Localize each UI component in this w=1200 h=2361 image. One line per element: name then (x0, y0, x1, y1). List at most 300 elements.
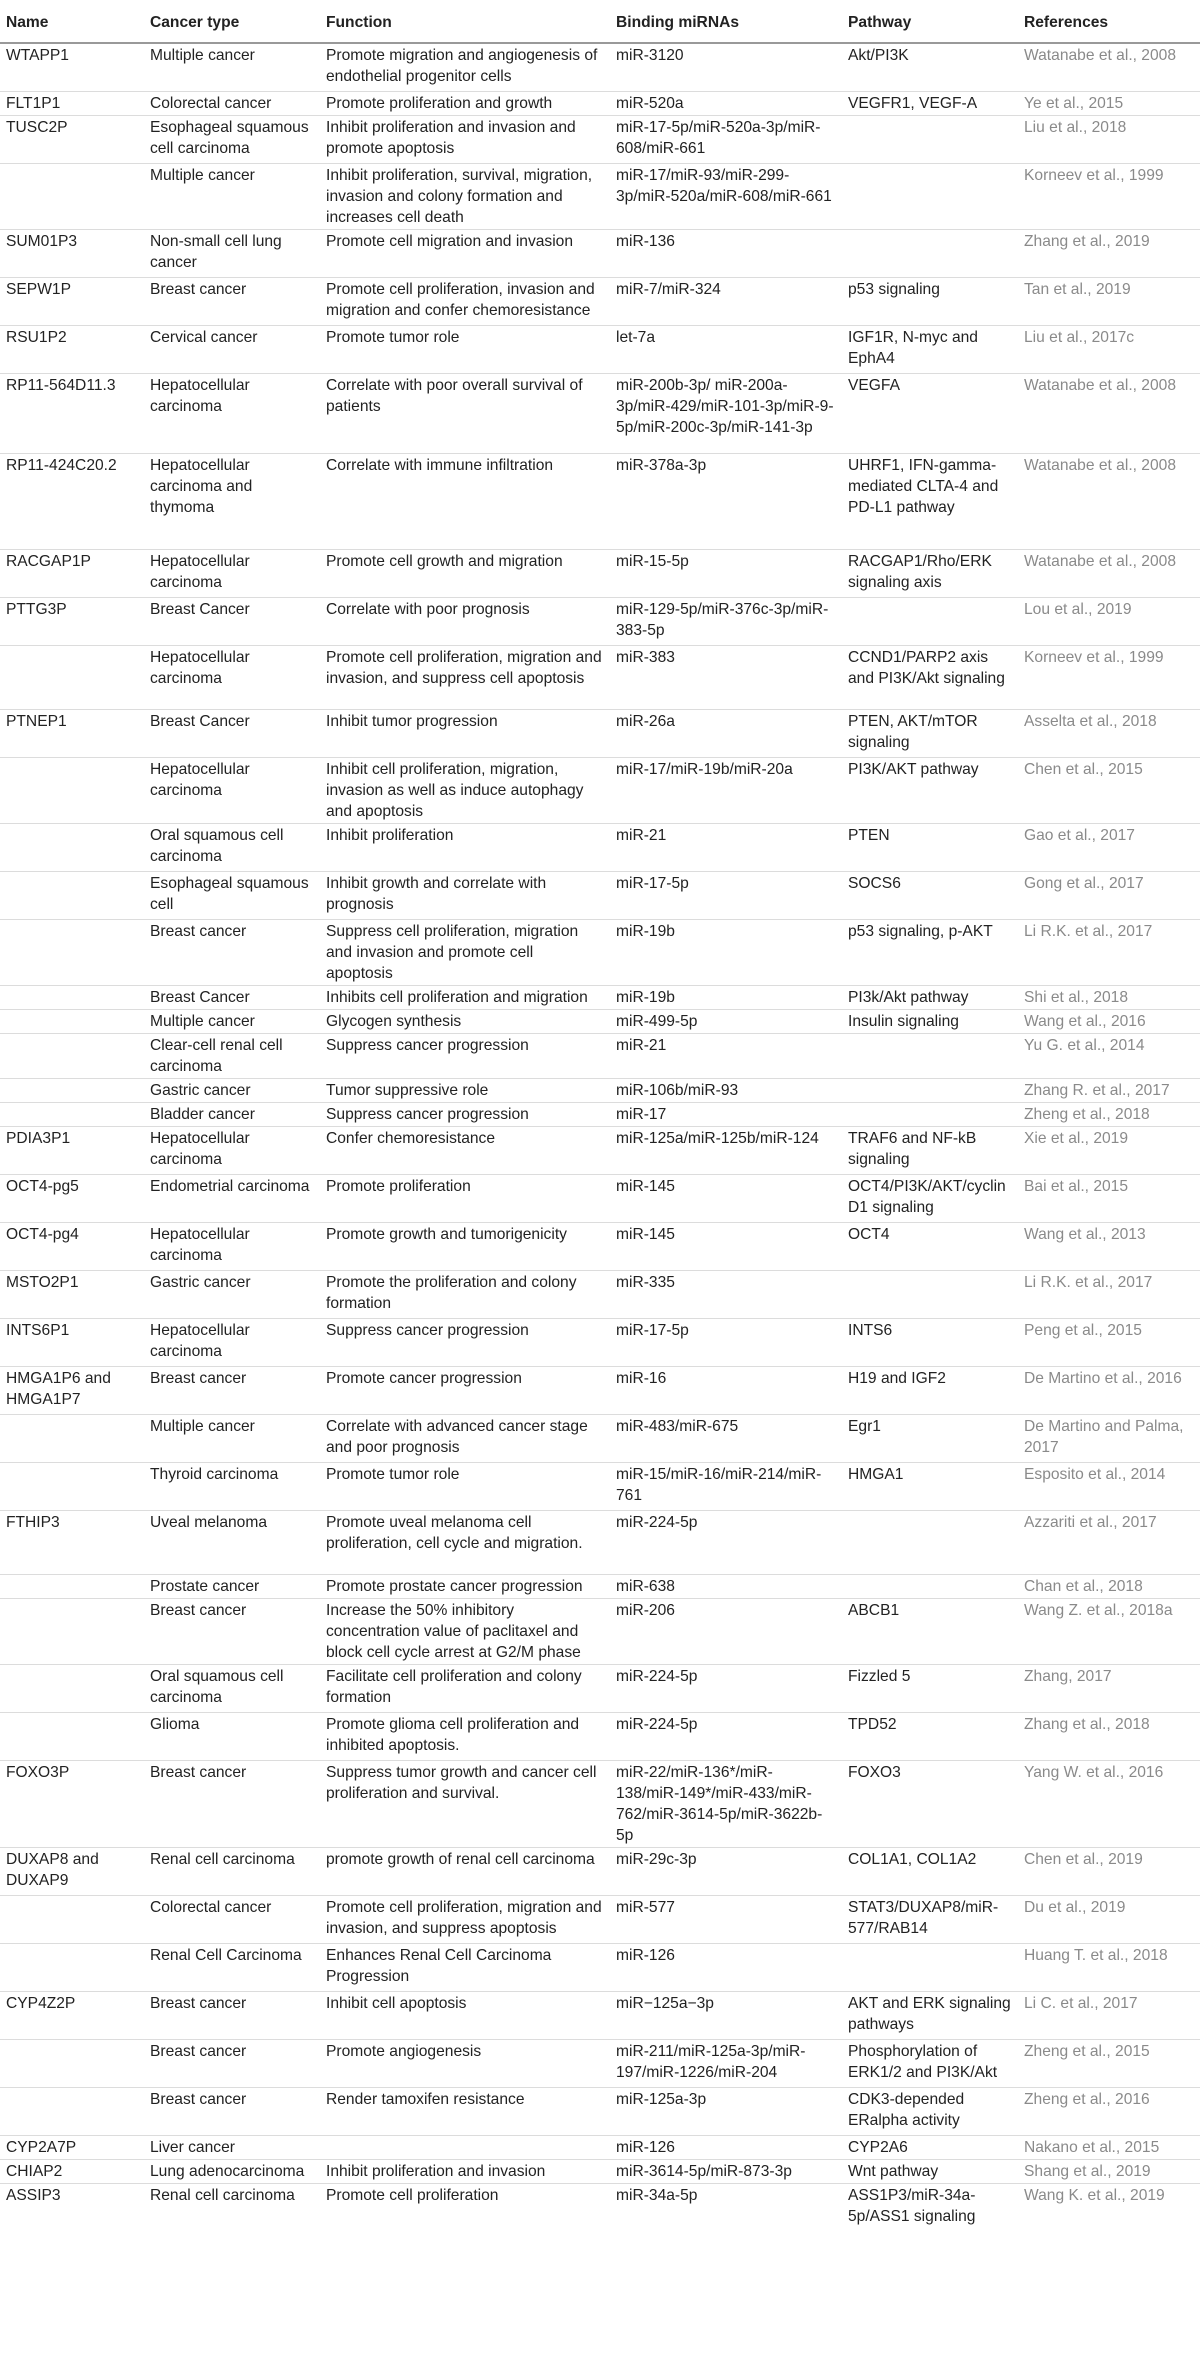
cell-name: DUXAP8 and DUXAP9 (0, 1848, 144, 1896)
table-row (0, 164, 1200, 230)
cell-binding-mirnas: miR-17 (610, 1103, 842, 1127)
cell-binding-mirnas: miR-577 (610, 1896, 842, 1944)
cell-function: Inhibit proliferation (320, 824, 610, 872)
cell-cancer-type: Breast cancer (144, 2088, 320, 2136)
cell-reference: Zhang, 2017 (1018, 1665, 1200, 1713)
cell-binding-mirnas: miR-638 (610, 1575, 842, 1599)
cell-reference: Peng et al., 2015 (1018, 1319, 1200, 1367)
cell-pathway (842, 230, 1018, 278)
cell-reference: Wang et al., 2016 (1018, 1010, 1200, 1034)
cell-function (320, 2136, 610, 2160)
cell-pathway: ABCB1 (842, 1599, 1018, 1665)
cell-reference: Wang Z. et al., 2018a (1018, 1599, 1200, 1665)
cell-cancer-type: Glioma (144, 1713, 320, 1761)
cell-reference: Yang W. et al., 2016 (1018, 1761, 1200, 1848)
cell-function: Suppress cancer progression (320, 1034, 610, 1079)
cell-function: Inhibit proliferation, survival, migration, invasion and colony formation and increases cell death (320, 164, 610, 230)
cell-binding-mirnas: miR-224-5p (610, 1665, 842, 1713)
cell-name: CYP2A7P (0, 2136, 144, 2160)
cell-pathway: ASS1P3/miR-34a-5p/ASS1 signaling (842, 2184, 1018, 2232)
cell-cancer-type: Esophageal squamous cell (144, 872, 320, 920)
cell-binding-mirnas: miR-19b (610, 920, 842, 986)
table-row (0, 1367, 1200, 1415)
cell-function: Correlate with poor overall survival of patients (320, 374, 610, 454)
cell-name (0, 646, 144, 710)
table-row (0, 1415, 1200, 1463)
cell-cancer-type: Hepatocellular carcinoma and thymoma (144, 454, 320, 550)
table-row (0, 1079, 1200, 1103)
cell-binding-mirnas: miR-211/miR-125a-3p/miR-197/miR-1226/miR-204 (610, 2040, 842, 2088)
cell-reference: Chan et al., 2018 (1018, 1575, 1200, 1599)
cell-pathway: TPD52 (842, 1713, 1018, 1761)
cell-binding-mirnas: miR-17-5p (610, 872, 842, 920)
cell-pathway (842, 1575, 1018, 1599)
cell-binding-mirnas: miR-136 (610, 230, 842, 278)
cell-binding-mirnas: miR-499-5p (610, 1010, 842, 1034)
cell-reference: Watanabe et al., 2008 (1024, 47, 1177, 64)
cell-cancer-type: Breast Cancer (144, 710, 320, 758)
cell-function: Promote tumor role (320, 1463, 610, 1511)
cell-name (0, 164, 144, 230)
table-row (0, 326, 1200, 374)
cell-pathway (842, 164, 1018, 230)
cell-function: Render tamoxifen resistance (320, 2088, 610, 2136)
cell-reference: Zheng et al., 2018 (1018, 1103, 1200, 1127)
cell-binding-mirnas: miR-200b-3p/ miR-200a-3p/miR-429/miR-101-3p/miR-9-5p/miR-200c-3p/miR-141-3p (610, 374, 842, 454)
cell-binding-mirnas: miR-22/miR-136*/miR-138/miR-149*/miR-433/miR-762/miR-3614-5p/miR-3622b-5p (610, 1761, 842, 1848)
cell-pathway: VEGFR1, VEGF-A (842, 92, 1018, 116)
cell-reference: De Martino et al., 2016 (1018, 1367, 1200, 1415)
cell-function: Confer chemoresistance (320, 1127, 610, 1175)
cell-pathway: PTEN (842, 824, 1018, 872)
table-row (0, 1271, 1200, 1319)
cell-reference: Yu G. et al., 2014 (1018, 1034, 1200, 1079)
cell-binding-mirnas: miR-7/miR-324 (610, 278, 842, 326)
header-references: References (1018, 4, 1200, 43)
cell-pathway: AKT and ERK signaling pathways (842, 1992, 1018, 2040)
cell-binding-mirnas: miR-106b/miR-93 (610, 1079, 842, 1103)
cell-binding-mirnas: miR-26a (610, 710, 842, 758)
cell-function: Correlate with advanced cancer stage and poor prognosis (320, 1415, 610, 1463)
table-row (0, 116, 1200, 164)
cell-name (0, 1415, 144, 1463)
cell-name: HMGA1P6 and HMGA1P7 (0, 1367, 144, 1415)
cell-function: Suppress cell proliferation, migration and invasion and promote cell apoptosis (320, 920, 610, 986)
cell-reference: Zheng et al., 2015 (1018, 2040, 1200, 2088)
cell-pathway: p53 signaling (842, 278, 1018, 326)
cell-pathway: SOCS6 (842, 872, 1018, 920)
header-binding-mirnas: Binding miRNAs (610, 4, 842, 43)
cell-cancer-type: Endometrial carcinoma (144, 1175, 320, 1223)
cell-pathway (842, 1079, 1018, 1103)
cell-name (0, 1665, 144, 1713)
cell-reference: Wang K. et al., 2019 (1018, 2184, 1200, 2232)
cell-cancer-type: Oral squamous cell carcinoma (144, 824, 320, 872)
table-row (0, 1992, 1200, 2040)
header-cancer-type: Cancer type (144, 4, 320, 43)
cell-binding-mirnas: miR-17-5p (610, 1319, 842, 1367)
cell-cancer-type: Gastric cancer (144, 1079, 320, 1103)
cell-function: Promote growth and tumorigenicity (320, 1223, 610, 1271)
cell-function: Promote cell proliferation, migration and invasion, and suppress cell apoptosis (320, 646, 610, 710)
cell-binding-mirnas: miR-129-5p/miR-376c-3p/miR-383-5p (610, 598, 842, 646)
cell-reference: De Martino and Palma, 2017 (1018, 1415, 1200, 1463)
table-row (0, 1575, 1200, 1599)
table-row (0, 1761, 1200, 1848)
cell-binding-mirnas: miR-34a-5p (610, 2184, 842, 2232)
cell-name (0, 872, 144, 920)
cell-function: Correlate with poor prognosis (320, 598, 610, 646)
cell-binding-mirnas: miR-3614-5p/miR-873-3p (610, 2160, 842, 2184)
cell-function: Inhibits cell proliferation and migration (320, 986, 610, 1010)
cell-pathway: p53 signaling, p-AKT (842, 920, 1018, 986)
cell-name (0, 986, 144, 1010)
cell-name (0, 2040, 144, 2088)
cell-cancer-type: Colorectal cancer (144, 92, 320, 116)
cell-cancer-type: Gastric cancer (144, 1271, 320, 1319)
table-row (0, 872, 1200, 920)
table-row (0, 230, 1200, 278)
cell-reference: Nakano et al., 2015 (1018, 2136, 1200, 2160)
cell-name (0, 1079, 144, 1103)
cell-function: Correlate with immune infiltration (320, 454, 610, 550)
table-row (0, 598, 1200, 646)
cell-name (0, 920, 144, 986)
table-row (0, 43, 1200, 92)
cell-reference: Du et al., 2019 (1018, 1896, 1200, 1944)
table-row (0, 824, 1200, 872)
cell-pathway: CYP2A6 (842, 2136, 1018, 2160)
cell-pathway: STAT3/DUXAP8/miR-577/RAB14 (842, 1896, 1018, 1944)
cell-pathway: Akt/PI3K (848, 47, 909, 64)
cell-function: Promote prostate cancer progression (320, 1575, 610, 1599)
cell-function: Facilitate cell proliferation and colony formation (320, 1665, 610, 1713)
cell-name (0, 1463, 144, 1511)
cell-pathway: CDK3-depended ERalpha activity (842, 2088, 1018, 2136)
table-row (0, 1896, 1200, 1944)
cell-pathway: OCT4/PI3K/AKT/cyclin D1 signaling (842, 1175, 1018, 1223)
cell-pathway (842, 1944, 1018, 1992)
cell-pathway: COL1A1, COL1A2 (842, 1848, 1018, 1896)
cell-name: WTAPP1 (6, 47, 69, 64)
cell-function: Enhances Renal Cell Carcinoma Progression (320, 1944, 610, 1992)
cell-reference: Zhang et al., 2019 (1018, 230, 1200, 278)
cell-pathway (842, 1103, 1018, 1127)
cell-name (0, 2088, 144, 2136)
cell-pathway (842, 1511, 1018, 1575)
cell-reference: Gao et al., 2017 (1018, 824, 1200, 872)
cell-cancer-type: Hepatocellular carcinoma (144, 758, 320, 824)
cell-binding-mirnas: miR-520a (610, 92, 842, 116)
cell-pathway (842, 1034, 1018, 1079)
cell-reference: Chen et al., 2019 (1018, 1848, 1200, 1896)
cell-cancer-type: Renal cell carcinoma (144, 2184, 320, 2232)
cell-binding-mirnas: miR-17/miR-93/miR-299-3p/miR-520a/miR-608/miR-661 (610, 164, 842, 230)
table-row (0, 2136, 1200, 2160)
cell-binding-mirnas: miR-21 (610, 824, 842, 872)
cell-binding-mirnas: miR-19b (610, 986, 842, 1010)
table-row (0, 2184, 1200, 2232)
cell-name: RP11-424C20.2 (0, 454, 144, 550)
header-pathway: Pathway (842, 4, 1018, 43)
table-row (0, 1034, 1200, 1079)
cell-binding-mirnas: miR−125a−3p (610, 1992, 842, 2040)
cell-function: Promote proliferation (320, 1175, 610, 1223)
cell-function: Promote angiogenesis (320, 2040, 610, 2088)
cell-pathway: PTEN, AKT/mTOR signaling (842, 710, 1018, 758)
cell-function: Promote glioma cell proliferation and inhibited apoptosis. (320, 1713, 610, 1761)
header-function: Function (320, 4, 610, 43)
cell-pathway: Fizzled 5 (842, 1665, 1018, 1713)
cell-cancer-type: Thyroid carcinoma (144, 1463, 320, 1511)
cell-pathway: FOXO3 (842, 1761, 1018, 1848)
cell-binding-mirnas: miR-29c-3p (610, 1848, 842, 1896)
cell-reference: Watanabe et al., 2008 (1018, 374, 1200, 454)
cell-binding-mirnas: miR-15/miR-16/miR-214/miR-761 (610, 1463, 842, 1511)
cell-name: RP11-564D11.3 (0, 374, 144, 454)
cell-reference: Tan et al., 2019 (1018, 278, 1200, 326)
cell-function: Inhibit tumor progression (320, 710, 610, 758)
cell-reference: Azzariti et al., 2017 (1018, 1511, 1200, 1575)
cell-binding-mirnas: miR-483/miR-675 (610, 1415, 842, 1463)
cell-function: Inhibit growth and correlate with prognosis (320, 872, 610, 920)
cell-cancer-type: Multiple cancer (144, 1415, 320, 1463)
cell-name: OCT4-pg4 (0, 1223, 144, 1271)
cell-cancer-type: Breast cancer (144, 1761, 320, 1848)
table-row (0, 1713, 1200, 1761)
cell-binding-mirnas: miR-125a-3p (610, 2088, 842, 2136)
header-name: Name (0, 4, 144, 43)
table-row (0, 1319, 1200, 1367)
cell-name: RACGAP1P (0, 550, 144, 598)
table-row (0, 758, 1200, 824)
cell-pathway: IGF1R, N-myc and EphA4 (842, 326, 1018, 374)
cell-name (0, 1103, 144, 1127)
table-row (0, 1599, 1200, 1665)
table-row (0, 920, 1200, 986)
cell-reference: Li R.K. et al., 2017 (1018, 920, 1200, 986)
cell-cancer-type: Esophageal squamous cell carcinoma (144, 116, 320, 164)
cell-name: FTHIP3 (0, 1511, 144, 1575)
cell-cancer-type: Multiple cancer (144, 164, 320, 230)
cell-pathway: Phosphorylation of ERK1/2 and PI3K/Akt (842, 2040, 1018, 2088)
cell-reference: Zhang R. et al., 2017 (1018, 1079, 1200, 1103)
cell-binding-mirnas: miR-17/miR-19b/miR-20a (610, 758, 842, 824)
cell-name (0, 1896, 144, 1944)
cell-cancer-type: Multiple cancer (150, 47, 255, 64)
cell-pathway: PI3K/AKT pathway (842, 758, 1018, 824)
cell-reference: Li R.K. et al., 2017 (1018, 1271, 1200, 1319)
cell-binding-mirnas: miR-3120 (616, 47, 684, 64)
cell-reference: Shang et al., 2019 (1018, 2160, 1200, 2184)
cell-reference: Xie et al., 2019 (1018, 1127, 1200, 1175)
cell-name (0, 1034, 144, 1079)
table-row (0, 1511, 1200, 1575)
cell-name (0, 824, 144, 872)
cell-name: SUM01P3 (0, 230, 144, 278)
table-row (0, 374, 1200, 454)
table-body (0, 43, 1200, 2231)
cell-reference: Asselta et al., 2018 (1018, 710, 1200, 758)
cell-function: Inhibit proliferation and invasion (320, 2160, 610, 2184)
cell-reference: Zheng et al., 2016 (1018, 2088, 1200, 2136)
cell-binding-mirnas: miR-126 (610, 2136, 842, 2160)
cell-name (0, 1010, 144, 1034)
pseudogene-mirna-table (0, 4, 1200, 2231)
cell-binding-mirnas: miR-17-5p/miR-520a-3p/miR-608/miR-661 (610, 116, 842, 164)
cell-name: CYP4Z2P (0, 1992, 144, 2040)
cell-name (0, 1599, 144, 1665)
cell-pathway: UHRF1, IFN-gamma-mediated CLTA-4 and PD-L1 pathway (842, 454, 1018, 550)
cell-cancer-type: Hepatocellular carcinoma (144, 1127, 320, 1175)
cell-reference: Zhang et al., 2018 (1018, 1713, 1200, 1761)
table-row (0, 1010, 1200, 1034)
cell-cancer-type: Prostate cancer (144, 1575, 320, 1599)
cell-binding-mirnas: let-7a (610, 326, 842, 374)
cell-function: Inhibit proliferation and invasion and promote apoptosis (320, 116, 610, 164)
cell-cancer-type: Uveal melanoma (144, 1511, 320, 1575)
table-row (0, 2040, 1200, 2088)
table-row (0, 1223, 1200, 1271)
cell-cancer-type: Hepatocellular carcinoma (144, 1223, 320, 1271)
cell-cancer-type: Breast cancer (144, 2040, 320, 2088)
cell-function: Promote the proliferation and colony formation (320, 1271, 610, 1319)
table-row (0, 646, 1200, 710)
table-row (0, 1848, 1200, 1896)
cell-pathway: OCT4 (842, 1223, 1018, 1271)
cell-binding-mirnas: miR-21 (610, 1034, 842, 1079)
cell-reference: Huang T. et al., 2018 (1018, 1944, 1200, 1992)
table-row (0, 2160, 1200, 2184)
cell-cancer-type: Renal Cell Carcinoma (144, 1944, 320, 1992)
cell-binding-mirnas: miR-378a-3p (610, 454, 842, 550)
cell-function: Increase the 50% inhibitory concentration value of paclitaxel and block cell cycle arrest at G2/M phase (320, 1599, 610, 1665)
cell-binding-mirnas: miR-145 (610, 1223, 842, 1271)
cell-pathway: TRAF6 and NF-kB signaling (842, 1127, 1018, 1175)
cell-reference: Bai et al., 2015 (1018, 1175, 1200, 1223)
cell-cancer-type: Multiple cancer (144, 1010, 320, 1034)
cell-function: Promote proliferation and growth (320, 92, 610, 116)
cell-reference: Liu et al., 2017c (1018, 326, 1200, 374)
cell-pathway: Insulin signaling (842, 1010, 1018, 1034)
cell-function: Promote cell migration and invasion (320, 230, 610, 278)
table-row (0, 2088, 1200, 2136)
cell-function: Promote migration and angiogenesis of endothelial progenitor cells (326, 47, 598, 85)
cell-function: Suppress cancer progression (320, 1319, 610, 1367)
cell-function: Glycogen synthesis (320, 1010, 610, 1034)
cell-cancer-type: Hepatocellular carcinoma (144, 1319, 320, 1367)
cell-function: Inhibit cell apoptosis (320, 1992, 610, 2040)
cell-reference: Korneev et al., 1999 (1018, 646, 1200, 710)
cell-function: Suppress cancer progression (320, 1103, 610, 1127)
cell-cancer-type: Bladder cancer (144, 1103, 320, 1127)
cell-cancer-type: Breast cancer (144, 278, 320, 326)
cell-reference: Watanabe et al., 2008 (1018, 454, 1200, 550)
cell-name: TUSC2P (0, 116, 144, 164)
cell-binding-mirnas: miR-126 (610, 1944, 842, 1992)
cell-name (0, 1575, 144, 1599)
cell-name: FOXO3P (0, 1761, 144, 1848)
cell-cancer-type: Hepatocellular carcinoma (144, 646, 320, 710)
cell-binding-mirnas: miR-16 (610, 1367, 842, 1415)
cell-pathway: HMGA1 (842, 1463, 1018, 1511)
cell-name (0, 758, 144, 824)
cell-reference: Watanabe et al., 2008 (1018, 550, 1200, 598)
cell-pathway (842, 116, 1018, 164)
cell-binding-mirnas: miR-206 (610, 1599, 842, 1665)
cell-reference: Esposito et al., 2014 (1018, 1463, 1200, 1511)
cell-function: Tumor suppressive role (320, 1079, 610, 1103)
cell-function: Promote cancer progression (320, 1367, 610, 1415)
cell-cancer-type: Breast cancer (144, 1599, 320, 1665)
cell-pathway: H19 and IGF2 (842, 1367, 1018, 1415)
cell-function: Promote cell proliferation (320, 2184, 610, 2232)
cell-cancer-type: Liver cancer (144, 2136, 320, 2160)
table-row (0, 1944, 1200, 1992)
cell-function: promote growth of renal cell carcinoma (320, 1848, 610, 1896)
cell-function: Inhibit cell proliferation, migration, invasion as well as induce autophagy and apoptosis (320, 758, 610, 824)
table-row (0, 1103, 1200, 1127)
cell-cancer-type: Hepatocellular carcinoma (144, 374, 320, 454)
cell-cancer-type: Cervical cancer (144, 326, 320, 374)
cell-pathway (842, 1271, 1018, 1319)
table-row (0, 1127, 1200, 1175)
cell-pathway: Egr1 (842, 1415, 1018, 1463)
cell-name (0, 1944, 144, 1992)
cell-reference: Lou et al., 2019 (1018, 598, 1200, 646)
cell-function: Suppress tumor growth and cancer cell proliferation and survival. (320, 1761, 610, 1848)
cell-reference: Chen et al., 2015 (1018, 758, 1200, 824)
cell-cancer-type: Hepatocellular carcinoma (144, 550, 320, 598)
cell-name (0, 1713, 144, 1761)
cell-reference: Wang et al., 2013 (1018, 1223, 1200, 1271)
cell-cancer-type: Breast cancer (144, 1992, 320, 2040)
cell-pathway: CCND1/PARP2 axis and PI3K/Akt signaling (842, 646, 1018, 710)
cell-cancer-type: Breast Cancer (144, 598, 320, 646)
cell-cancer-type: Breast cancer (144, 920, 320, 986)
cell-name: RSU1P2 (0, 326, 144, 374)
cell-function: Promote uveal melanoma cell proliferation, cell cycle and migration. (320, 1511, 610, 1575)
cell-binding-mirnas: miR-224-5p (610, 1713, 842, 1761)
cell-cancer-type: Clear-cell renal cell carcinoma (144, 1034, 320, 1079)
cell-reference: Ye et al., 2015 (1018, 92, 1200, 116)
cell-cancer-type: Colorectal cancer (144, 1896, 320, 1944)
table-row (0, 278, 1200, 326)
table-header-row (0, 4, 1200, 43)
cell-pathway: RACGAP1/Rho/ERK signaling axis (842, 550, 1018, 598)
cell-name: ASSIP3 (0, 2184, 144, 2232)
cell-name: FLT1P1 (0, 92, 144, 116)
cell-reference: Shi et al., 2018 (1018, 986, 1200, 1010)
cell-binding-mirnas: miR-125a/miR-125b/miR-124 (610, 1127, 842, 1175)
table-row (0, 550, 1200, 598)
cell-cancer-type: Breast Cancer (144, 986, 320, 1010)
cell-name: CHIAP2 (0, 2160, 144, 2184)
cell-binding-mirnas: miR-145 (610, 1175, 842, 1223)
table-row (0, 92, 1200, 116)
cell-pathway: INTS6 (842, 1319, 1018, 1367)
cell-pathway: PI3k/Akt pathway (842, 986, 1018, 1010)
cell-pathway: VEGFA (842, 374, 1018, 454)
cell-cancer-type: Non-small cell lung cancer (144, 230, 320, 278)
cell-name: MSTO2P1 (0, 1271, 144, 1319)
cell-function: Promote cell proliferation, migration and invasion, and suppress apoptosis (320, 1896, 610, 1944)
cell-reference: Li C. et al., 2017 (1018, 1992, 1200, 2040)
table-row (0, 1665, 1200, 1713)
table-row (0, 454, 1200, 550)
cell-function: Promote tumor role (320, 326, 610, 374)
table-row (0, 986, 1200, 1010)
